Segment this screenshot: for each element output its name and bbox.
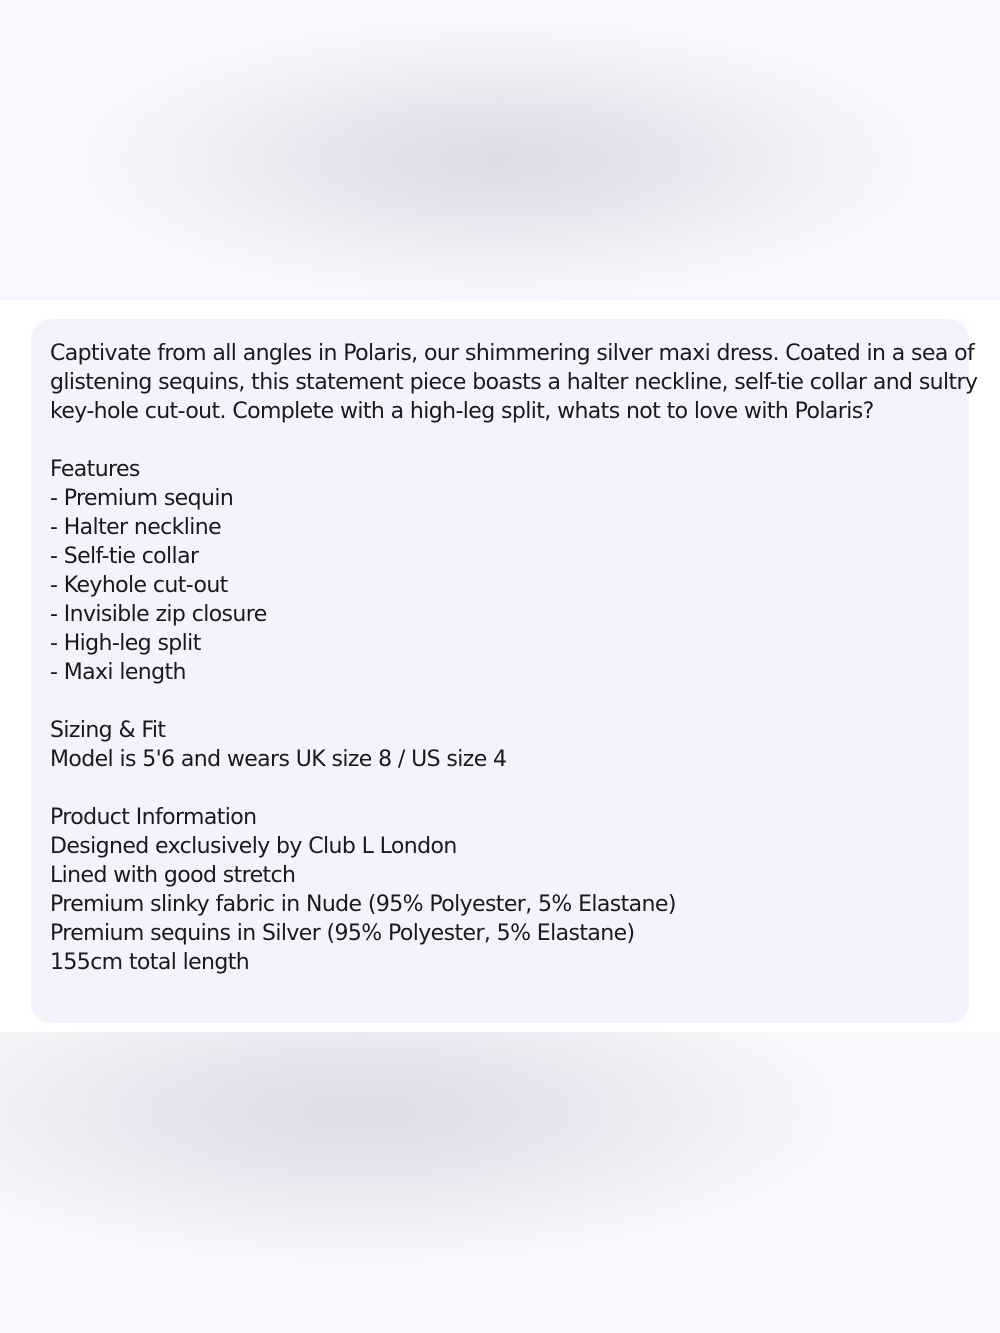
feature-item: - Keyhole cut-out xyxy=(50,573,228,598)
blurred-background-top xyxy=(0,0,1000,300)
feature-item: - High-leg split xyxy=(50,631,201,656)
product-info-item: Lined with good stretch xyxy=(50,863,296,888)
product-info-heading: Product Information xyxy=(50,805,257,830)
product-info-item: Designed exclusively by Club L London xyxy=(50,834,457,859)
sizing-heading: Sizing & Fit xyxy=(50,718,166,743)
feature-item: - Invisible zip closure xyxy=(50,602,267,627)
feature-item: - Premium sequin xyxy=(50,486,234,511)
feature-item: - Halter neckline xyxy=(50,515,222,540)
intro-line: Captivate from all angles in Polaris, our shimmering silver maxi dress. Coated in a sea of xyxy=(50,341,975,366)
product-description xyxy=(50,339,978,977)
features-heading: Features xyxy=(50,457,140,482)
intro-line: glistening sequins, this statement piece boasts a halter neckline, self-tie collar and sultry xyxy=(50,370,978,395)
product-info-item: 155cm total length xyxy=(50,950,250,975)
product-info-item: Premium slinky fabric in Nude (95% Polyester, 5% Elastane) xyxy=(50,892,676,917)
feature-item: - Self-tie collar xyxy=(50,544,199,569)
blurred-background-bottom xyxy=(0,1032,1000,1333)
product-info-item: Premium sequins in Silver (95% Polyester, 5% Elastane) xyxy=(50,921,635,946)
intro-line: key-hole cut-out. Complete with a high-leg split, whats not to love with Polaris? xyxy=(50,399,874,424)
sizing-text: Model is 5'6 and wears UK size 8 / US size 4 xyxy=(50,747,507,772)
feature-item: - Maxi length xyxy=(50,660,186,685)
